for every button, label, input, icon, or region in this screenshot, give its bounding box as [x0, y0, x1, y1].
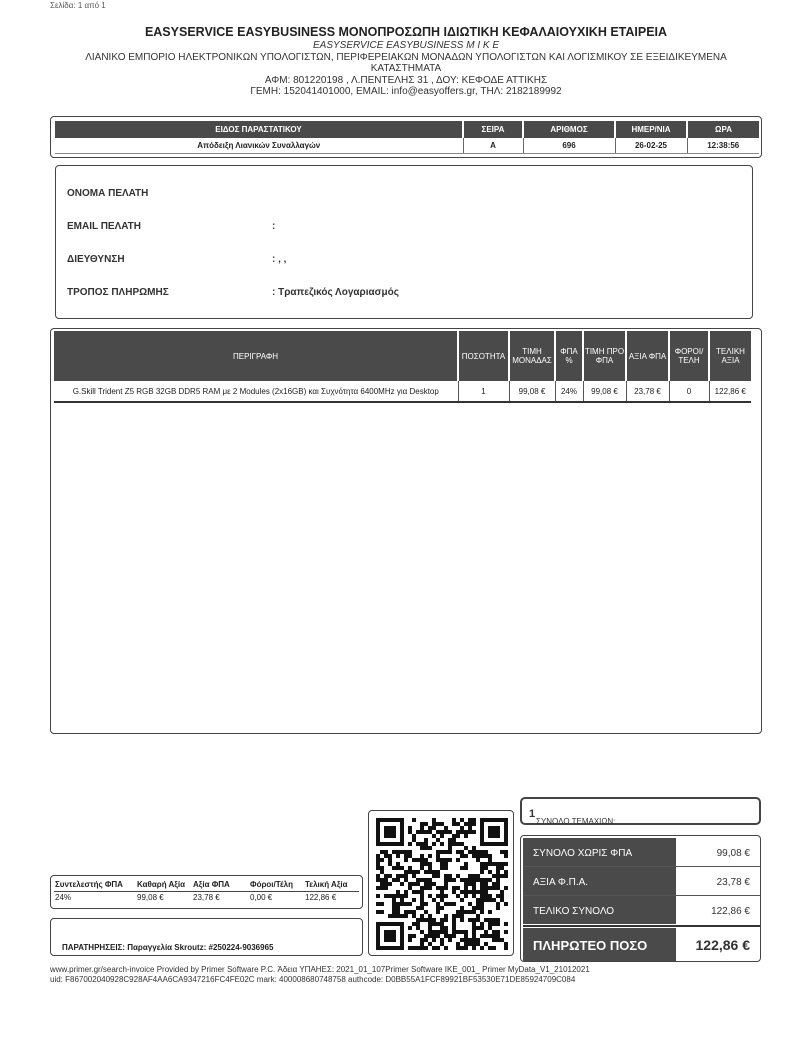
col-unit-price: ΤΙΜΗ ΜΟΝΑΔΑΣ [509, 331, 555, 381]
items-box [50, 328, 762, 734]
qr-code-icon [376, 818, 508, 950]
vat-total-label: ΑΞΙΑ Φ.Π.Α. [523, 867, 676, 895]
customer-email-value: : [272, 221, 276, 232]
vat-rate-value: 24% [55, 893, 72, 902]
doc-date-header: ΗΜΕΡ/ΝΙΑ [615, 121, 687, 138]
grand-total-label: ΤΕΛΙΚΟ ΣΥΝΟΛΟ [523, 896, 676, 924]
company-header [50, 24, 762, 98]
doc-date-value: 26-02-25 [615, 138, 687, 153]
customer-address-label: ΔΙΕΥΘΥΝΣΗ [67, 254, 125, 265]
table-row [54, 381, 751, 402]
doc-time-header: ΩΡΑ [687, 121, 759, 138]
doc-type-value: Απόδειξη Λιανικών Συναλλαγών [55, 138, 463, 153]
footer-uid-line: uid: F867002040928C928AF4AA6CA9347216FC4FE02C mark: 400008680748758 authcode: D0BB55A1FCF89921BF53530E71DE85924709C084 [50, 975, 576, 984]
item-count-box [520, 797, 761, 825]
col-vat-rate: ΦΠΑ % [555, 331, 583, 381]
net-total-value: 99,08 € [716, 848, 750, 859]
item-quantity: 1 [458, 381, 509, 402]
doc-series-value: A [463, 138, 523, 153]
company-short-name: EASYSERVICE EASYBUSINESS M I K E [313, 40, 499, 51]
item-count-label: ΣΥΝΟΛΟ ΤΕΜΑΧΙΩΝ: [536, 817, 616, 826]
item-count-value: 1 [529, 808, 536, 820]
item-vat-amount: 23,78 € [626, 381, 669, 402]
vat-taxes-header: Φόροι/Τέλη [250, 880, 293, 889]
col-description: ΠΕΡΙΓΡΑΦΗ [54, 331, 458, 381]
company-contact-line: ΓΕΜΗ: 152041401000, EMAIL: info@easyoffers.gr, ΤΗΛ: 2182189992 [250, 86, 562, 97]
document-info-table [55, 121, 759, 154]
col-taxes: ΦΟΡΟΙ/ ΤΕΛΗ [669, 331, 709, 381]
document-info-box [50, 116, 762, 158]
vat-total-value: 122,86 € [305, 893, 337, 902]
vat-total-header: Τελική Αξία [305, 880, 348, 889]
notes-box [50, 918, 363, 956]
vat-net-value: 99,08 € [137, 893, 164, 902]
net-total-label: ΣΥΝΟΛΟ ΧΩΡΙΣ ΦΠΑ [523, 838, 676, 866]
company-tax-line: ΑΦΜ: 801220198 , Λ.ΠΕΝΤΕΛΗΣ 31 , ΔΟΥ: ΚΕΦΟΔΕ ΑΤΤΙΚΗΣ [264, 74, 548, 86]
item-unit-price: 99,08 € [509, 381, 555, 402]
totals-box [520, 835, 761, 962]
item-description: G.Skill Trident Z5 RGB 32GB DDR5 RAM με 2 Modules (2x16GB) και Συχνότητα 6400MHz για Desktop [54, 381, 458, 402]
company-name: EASYSERVICE EASYBUSINESS ΜΟΝΟΠΡΟΣΩΠΗ ΙΔΙΩΤΙΚΗ ΚΕΦΑΛΑΙΟΥΧΙΚΗ ΕΤΑΙΡΕΙΑ [144, 25, 668, 39]
vat-summary-box [50, 875, 363, 909]
item-net-price: 99,08 € [583, 381, 626, 402]
footer [50, 965, 762, 985]
item-vat-rate: 24% [555, 381, 583, 402]
notes-text: ΠΑΡΑΤΗΡΗΣΕΙΣ: Παραγγελία Skroutz: #250224-9036965 [62, 943, 274, 952]
vat-amount-value: 23,78 € [193, 893, 220, 902]
doc-number-value: 696 [523, 138, 615, 153]
vat-net-header: Καθαρή Αξία [137, 880, 185, 889]
customer-address-value: : , , [272, 254, 287, 265]
payable-row [523, 928, 760, 961]
customer-email-label: EMAIL ΠΕΛΑΤΗ [67, 221, 141, 232]
vat-taxes-value: 0,00 € [250, 893, 273, 902]
grand-total-value: 122,86 € [711, 906, 750, 917]
col-net-price: ΤΙΜΗ ΠΡΟ ΦΠΑ [583, 331, 626, 381]
payment-method-label: ΤΡΟΠΟΣ ΠΛΗΡΩΜΗΣ [67, 287, 169, 298]
vat-total-amount: 23,78 € [716, 877, 750, 888]
grand-total-row [523, 896, 760, 924]
doc-type-header: ΕΙΔΟΣ ΠΑΡΑΣΤΑΤΙΚΟΥ [55, 121, 463, 138]
footer-provider-line: www.primer.gr/search-invoice Provided by Primer Software P.C. Άδεια ΥΠΑΗΕΣ: 2021_01_107Primer Software IKE_001_ Primer MyData_V1_21012021 [50, 965, 590, 974]
doc-number-header: ΑΡΙΘΜΟΣ [523, 121, 615, 138]
payment-method-value: : Τραπεζικός Λογαριασμός [272, 287, 399, 298]
col-vat-amount: ΑΞΙΑ ΦΠΑ [626, 331, 669, 381]
col-total: ΤΕΛΙΚΗ ΑΞΙΑ [709, 331, 751, 381]
items-table [54, 331, 751, 403]
page-number: Σελίδα: 1 από 1 [50, 1, 106, 10]
item-count [529, 808, 616, 826]
qr-code-box [368, 810, 514, 956]
vat-total-row [523, 867, 760, 895]
company-activity: ΛΙΑΝΙΚΟ ΕΜΠΟΡΙΟ ΗΛΕΚΤΡΟΝΙΚΩΝ ΥΠΟΛΟΓΙΣΤΩΝ, ΠΕΡΙΦΕΡΕΙΑΚΩΝ ΜΟΝΑΔΩΝ ΥΠΟΛΟΓΙΣΤΩΝ ΚΑΙ ΛΟΓΙΣΜΙΚΟΥ ΣΕ ΕΞΕΙΔΙΚΕΥΜΕΝΑ ΚΑΤΑΣΤΗΜΑΤΑ [85, 51, 727, 74]
customer-box [55, 165, 753, 319]
customer-name-label: ΟΝΟΜΑ ΠΕΛΑΤΗ [67, 188, 149, 199]
net-total-row [523, 838, 760, 866]
vat-rate-header: Συντελεστής ΦΠΑ [55, 880, 123, 889]
payable-value: 122,86 € [695, 937, 750, 953]
item-total: 122,86 € [709, 381, 751, 402]
doc-series-header: ΣΕΙΡΑ [463, 121, 523, 138]
payable-label: ΠΛΗΡΩΤΕΟ ΠΟΣΟ [523, 928, 676, 961]
vat-amount-header: Αξία ΦΠΑ [193, 880, 230, 889]
item-taxes: 0 [669, 381, 709, 402]
col-quantity: ΠΟΣΟΤΗΤΑ [458, 331, 509, 381]
doc-time-value: 12:38:56 [687, 138, 759, 153]
